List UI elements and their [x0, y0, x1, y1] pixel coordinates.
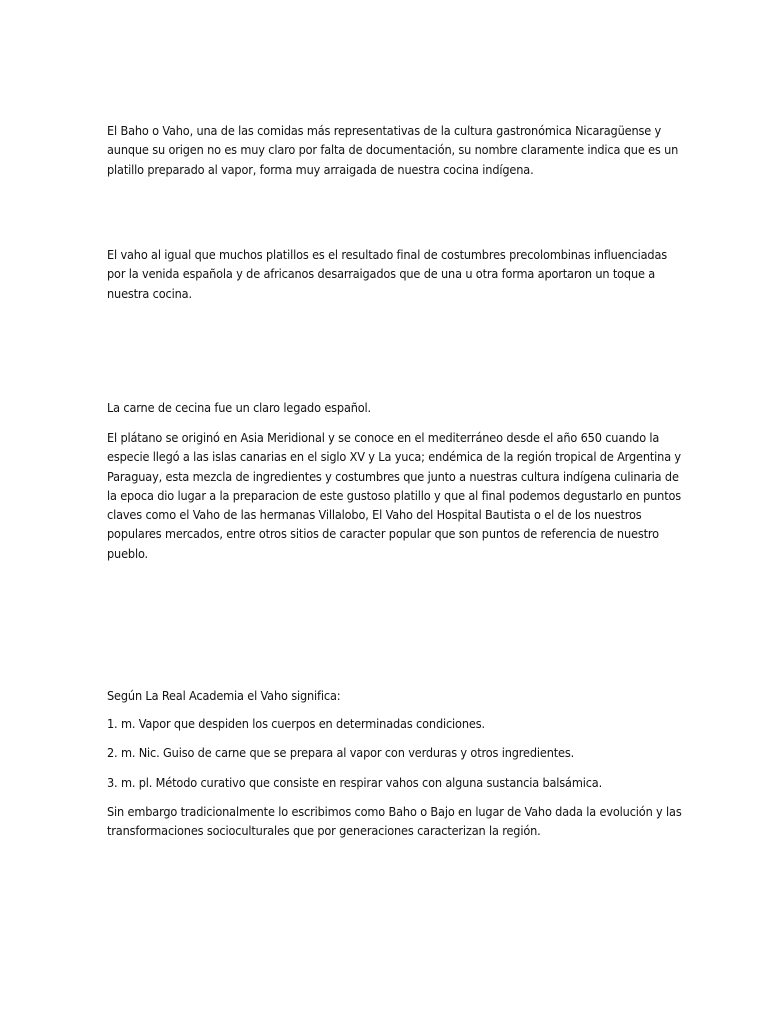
paragraph-conclusion: Sin embargo tradicionalmente lo escribimos como Baho o Bajo en lugar de Vaho dada la evolución y las transformaciones socioculturales que por generaciones caracterizan la región.	[107, 804, 682, 839]
paragraph-cecina: La carne de cecina fue un claro legado español.	[107, 400, 372, 415]
paragraph-definition-heading: Según La Real Academia el Vaho significa:	[107, 688, 341, 703]
paragraph-origins: El vaho al igual que muchos platillos es el resultado final de costumbres precolombinas influenciadas por la venida española y de africanos desarraigados que de una u otra forma aportaron un toque a nuestra cocina.	[107, 247, 667, 301]
definition-item-2: 2. m. Nic. Guiso de carne que se prepara al vapor con verduras y otros ingredientes.	[107, 745, 575, 760]
paragraph-ingredients: El plátano se originó en Asia Meridional y se conoce en el mediterráneo desde el año 650 cuando la especie llegó a las islas canarias en el siglo XV y La yuca; endémica de la región tropical de Argentina y Paraguay, esta mezcla de ingredientes y costumbres que junto a nuestras cultura indígena culinaria de la epoca dio lugar a la preparacion de este gustoso platillo y que al final podemos degustarlo en puntos claves como el Vaho de las hermanas Villalobo, El Vaho del Hospital Bautista o el de los nuestros populares mercados, entre otros sitios de caracter popular que son puntos de referencia de nuestro pueblo.	[107, 430, 682, 561]
definition-item-3: 3. m. pl. Método curativo que consiste en respirar vahos con alguna sustancia balsámica.	[107, 775, 603, 790]
definition-item-1: 1. m. Vapor que despiden los cuerpos en determinadas condiciones.	[107, 716, 485, 731]
paragraph-intro: El Baho o Vaho, una de las comidas más representativas de la cultura gastronómica Nicaragüense y aunque su origen no es muy claro por falta de documentación, su nombre claramente indica que es un platillo preparado al vapor, forma muy arraigada de nuestra cocina indígena.	[107, 123, 679, 177]
